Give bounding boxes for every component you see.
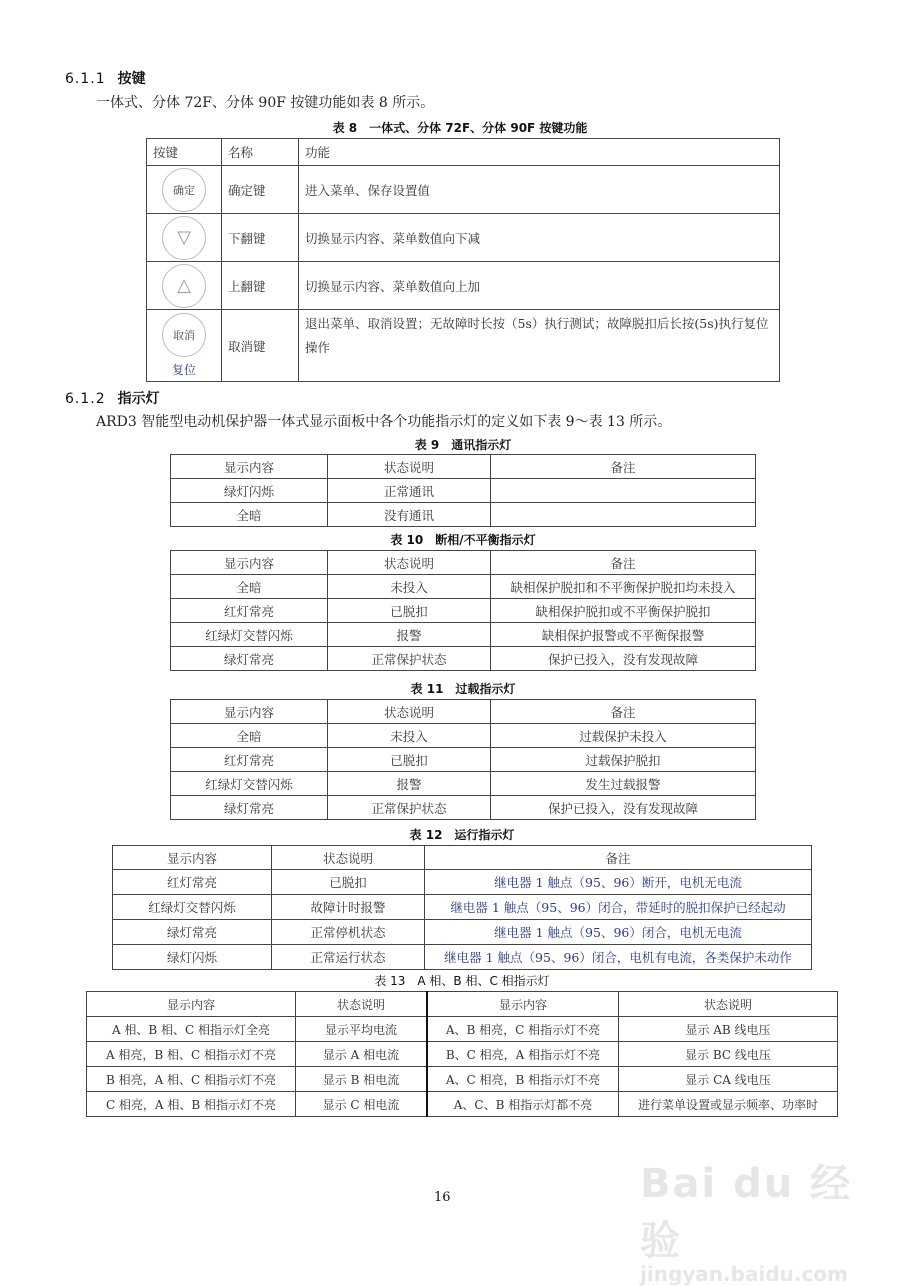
table-row [87, 1067, 838, 1092]
cell-note: 继电器 1 触点（95、96）闭合，带延时的脱扣保护已经起动 [425, 895, 812, 920]
cell-note [491, 479, 756, 503]
table-row [113, 945, 812, 970]
cell-note: 缺相保护脱扣和不平衡保护脱扣均未投入 [491, 575, 756, 599]
cell-display: 红灯常亮 [113, 870, 272, 895]
section-intro: 一体式、分体 72F、分体 90F 按键功能如表 8 所示。 [96, 95, 435, 111]
header-cell: 功能 [299, 139, 780, 166]
cell-note: 发生过载报警 [491, 772, 756, 796]
key-function: 切换显示内容、菜单数值向上加 [299, 262, 780, 310]
cell-status: 未投入 [328, 724, 491, 748]
header-cell: 状态说明 [619, 992, 838, 1017]
table-row [147, 166, 780, 214]
table-12-run-indicator [112, 845, 812, 970]
header-cell: 状态说明 [272, 846, 425, 870]
section-heading-6-1-1 [65, 68, 146, 88]
table-row [87, 1042, 838, 1067]
cell-status: 显示 A 相电流 [296, 1042, 428, 1067]
table-row [113, 920, 812, 945]
reset-label: 复位 [171, 363, 196, 377]
cell-status: 没有通讯 [328, 503, 491, 527]
cell-display: 绿灯常亮 [171, 647, 328, 671]
table-row [87, 1017, 838, 1042]
cell-note: 过载保护未投入 [491, 724, 756, 748]
cell-display: C 相亮，A 相、B 相指示灯不亮 [87, 1092, 296, 1117]
key-function: 退出菜单、取消设置；无故障时长按（5s）执行测试；故障脱扣后长按(5s)执行复位操作 [299, 310, 780, 382]
section-heading-6-1-2 [65, 388, 160, 408]
header-cell: 备注 [491, 700, 756, 724]
header-cell: 显示内容 [113, 846, 272, 870]
table-row [147, 310, 780, 382]
cell-display: 绿灯常亮 [171, 796, 328, 820]
cell-status: 已脱扣 [272, 870, 425, 895]
key-name: 上翻键 [222, 262, 299, 310]
cell-display: 绿灯闪烁 [113, 945, 272, 970]
cell-display: 全暗 [171, 503, 328, 527]
down-triangle-icon: ▽ [162, 216, 206, 260]
table-caption: 表 10 断相/不平衡指示灯 [390, 533, 536, 547]
cell-note: 继电器 1 触点（95、96）闭合，电机无电流 [425, 920, 812, 945]
cell-display: A 相、B 相、C 相指示灯全亮 [87, 1017, 296, 1042]
cell-display: 红灯常亮 [171, 748, 328, 772]
cell-status: 显示 AB 线电压 [619, 1017, 838, 1042]
cell-display: B 相亮，A 相、C 相指示灯不亮 [87, 1067, 296, 1092]
cell-note: 继电器 1 触点（95、96）闭合，电机有电流，各类保护未动作 [425, 945, 812, 970]
table-row [171, 479, 756, 503]
table-row [171, 623, 756, 647]
table-row [113, 870, 812, 895]
cell-status: 正常运行状态 [272, 945, 425, 970]
cell-status: 正常停机状态 [272, 920, 425, 945]
cell-status: 正常保护状态 [328, 796, 491, 820]
watermark-url: jingyan.baidu.com [640, 1262, 848, 1286]
cell-status: 显示 B 相电流 [296, 1067, 428, 1092]
cell-status: 显示平均电流 [296, 1017, 428, 1042]
section-intro: ARD3 智能型电动机保护器一体式显示面板中各个功能指示灯的定义如下表 9～表 13 所示。 [96, 414, 672, 430]
cell-note: 继电器 1 触点（95、96）断开，电机无电流 [425, 870, 812, 895]
table-caption: 表 13 A 相、B 相、C 相指示灯 [374, 974, 550, 988]
table-row [171, 796, 756, 820]
cell-display: 全暗 [171, 724, 328, 748]
section-title: 按键 [117, 71, 146, 87]
key-function: 进入菜单、保存设置值 [299, 166, 780, 214]
section-number: 6.1.1 [65, 71, 106, 87]
cancel-key-icon: 取消 [162, 313, 206, 357]
table-row [147, 262, 780, 310]
header-cell: 状态说明 [296, 992, 428, 1017]
table-8-keys [146, 138, 780, 382]
cell-display: 绿灯闪烁 [171, 479, 328, 503]
header-cell: 状态说明 [328, 700, 491, 724]
header-cell: 备注 [425, 846, 812, 870]
cell-note: 过载保护脱扣 [491, 748, 756, 772]
table-row [171, 724, 756, 748]
cell-note: 保护已投入，没有发现故障 [491, 796, 756, 820]
table-caption: 表 12 运行指示灯 [409, 828, 515, 842]
cell-status: 报警 [328, 623, 491, 647]
cell-display: A、C 相亮，B 相指示灯不亮 [427, 1067, 619, 1092]
cell-display: 红灯常亮 [171, 599, 328, 623]
cell-status: 正常通讯 [328, 479, 491, 503]
table-caption: 表 8 一体式、分体 72F、分体 90F 按键功能 [332, 121, 588, 135]
header-cell: 显示内容 [427, 992, 619, 1017]
cell-display: 全暗 [171, 575, 328, 599]
cell-status: 正常保护状态 [328, 647, 491, 671]
table-row [147, 214, 780, 262]
cell-display: 绿灯常亮 [113, 920, 272, 945]
table-row [113, 895, 812, 920]
watermark-brand: Bai du 经验 [640, 1161, 853, 1264]
table-row [171, 647, 756, 671]
key-name: 下翻键 [222, 214, 299, 262]
table-11-overload-indicator [170, 699, 756, 820]
page-number: 16 [434, 1190, 451, 1205]
header-cell: 备注 [491, 551, 756, 575]
table-row [171, 575, 756, 599]
cell-status: 显示 BC 线电压 [619, 1042, 838, 1067]
header-cell: 显示内容 [171, 700, 328, 724]
cell-note: 缺相保护脱扣或不平衡保护脱扣 [491, 599, 756, 623]
cell-status: 显示 CA 线电压 [619, 1067, 838, 1092]
cell-display: 红绿灯交替闪烁 [171, 623, 328, 647]
header-cell: 状态说明 [328, 455, 491, 479]
header-cell: 按键 [147, 139, 222, 166]
key-function: 切换显示内容、菜单数值向下减 [299, 214, 780, 262]
cell-display: 红绿灯交替闪烁 [113, 895, 272, 920]
table-row [171, 772, 756, 796]
cell-status: 未投入 [328, 575, 491, 599]
section-number: 6.1.2 [65, 391, 106, 407]
table-row [87, 1092, 838, 1117]
cell-display: B、C 相亮，A 相指示灯不亮 [427, 1042, 619, 1067]
header-cell: 显示内容 [171, 551, 328, 575]
table-9-comm-indicator [170, 454, 756, 527]
confirm-key-icon: 确定 [162, 168, 206, 212]
table-13-phase-indicator [86, 991, 838, 1117]
header-cell: 显示内容 [87, 992, 296, 1017]
key-name: 取消键 [222, 310, 299, 382]
header-cell: 状态说明 [328, 551, 491, 575]
cell-status: 故障计时报警 [272, 895, 425, 920]
cell-status: 已脱扣 [328, 599, 491, 623]
section-title: 指示灯 [117, 391, 160, 407]
up-triangle-icon: △ [162, 264, 206, 308]
header-cell: 显示内容 [171, 455, 328, 479]
cell-display: A、C、B 相指示灯都不亮 [427, 1092, 619, 1117]
table-caption: 表 9 通讯指示灯 [414, 438, 512, 452]
table-10-phase-loss-indicator [170, 550, 756, 671]
key-name: 确定键 [222, 166, 299, 214]
baidu-watermark [640, 1152, 860, 1286]
cell-status: 已脱扣 [328, 748, 491, 772]
cell-status: 报警 [328, 772, 491, 796]
cell-display: 红绿灯交替闪烁 [171, 772, 328, 796]
header-cell: 名称 [222, 139, 299, 166]
cell-status: 显示 C 相电流 [296, 1092, 428, 1117]
cell-note [491, 503, 756, 527]
cell-note: 保护已投入，没有发现故障 [491, 647, 756, 671]
table-row [171, 503, 756, 527]
cell-display: A 相亮，B 相、C 相指示灯不亮 [87, 1042, 296, 1067]
table-row [171, 599, 756, 623]
cell-display: A、B 相亮，C 相指示灯不亮 [427, 1017, 619, 1042]
cell-note: 缺相保护报警或不平衡保报警 [491, 623, 756, 647]
table-caption: 表 11 过载指示灯 [410, 682, 516, 696]
header-cell: 备注 [491, 455, 756, 479]
cell-status: 进行菜单设置或显示频率、功率时 [619, 1092, 838, 1117]
table-row [171, 748, 756, 772]
